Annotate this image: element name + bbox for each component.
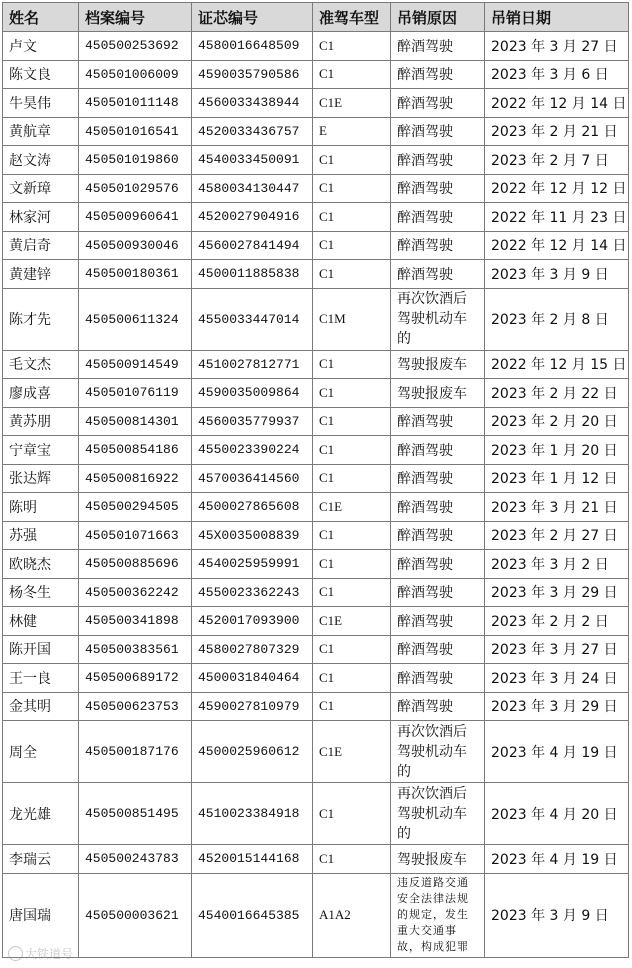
cell-date: 2023 年 2 月 22 日 <box>485 379 629 408</box>
cell-file-number: 450500187176 <box>79 721 192 783</box>
table-row <box>3 174 629 203</box>
cell-reason: 醉酒驾驶 <box>391 174 485 203</box>
cell-chip-number: 4540033450091 <box>192 146 313 175</box>
cell-name: 杨冬生 <box>3 578 79 607</box>
table-row <box>3 873 629 957</box>
cell-file-number: 450501019860 <box>79 146 192 175</box>
table-row <box>3 635 629 664</box>
cell-file-number: 450500623753 <box>79 692 192 721</box>
cell-file-number: 450500341898 <box>79 607 192 636</box>
cell-chip-number: 45X0035008839 <box>192 521 313 550</box>
cell-file-number: 450500180361 <box>79 260 192 289</box>
cell-chip-number: 4570036414560 <box>192 464 313 493</box>
cell-chip-number: 4540016645385 <box>192 873 313 957</box>
cell-name: 龙光雄 <box>3 783 79 845</box>
table-row <box>3 550 629 579</box>
cell-file-number: 450500914549 <box>79 350 192 379</box>
header-revocation-reason: 吊销原因 <box>391 3 485 32</box>
table-row <box>3 607 629 636</box>
cell-reason: 违反道路交通安全法律法规的规定，发生重大交通事故，构成犯罪 <box>391 873 485 957</box>
cell-name: 毛文杰 <box>3 350 79 379</box>
cell-name: 赵文涛 <box>3 146 79 175</box>
table-row <box>3 521 629 550</box>
table-row <box>3 288 629 350</box>
cell-reason: 醉酒驾驶 <box>391 493 485 522</box>
cell-reason: 驾驶报废车 <box>391 379 485 408</box>
cell-chip-number: 4560027841494 <box>192 231 313 260</box>
cell-date: 2022 年 12 月 12 日 <box>485 174 629 203</box>
cell-chip-number: 4540025959991 <box>192 550 313 579</box>
revocation-table <box>2 2 629 958</box>
cell-chip-number: 4500025960612 <box>192 721 313 783</box>
cell-reason: 醉酒驾驶 <box>391 464 485 493</box>
cell-date: 2023 年 2 月 2 日 <box>485 607 629 636</box>
cell-reason: 醉酒驾驶 <box>391 89 485 118</box>
table-row <box>3 783 629 845</box>
cell-reason: 醉酒驾驶 <box>391 550 485 579</box>
table-row <box>3 721 629 783</box>
cell-name: 苏强 <box>3 521 79 550</box>
cell-chip-number: 4500011885838 <box>192 260 313 289</box>
cell-name: 王一良 <box>3 664 79 693</box>
cell-reason: 醉酒驾驶 <box>391 635 485 664</box>
cell-reason: 驾驶报废车 <box>391 845 485 874</box>
cell-name: 陈文良 <box>3 60 79 89</box>
cell-chip-number: 4520027904916 <box>192 203 313 232</box>
cell-chip-number: 4590035009864 <box>192 379 313 408</box>
cell-reason: 再次饮酒后驾驶机动车的 <box>391 721 485 783</box>
cell-file-number: 450500689172 <box>79 664 192 693</box>
table-row <box>3 260 629 289</box>
cell-name: 周全 <box>3 721 79 783</box>
cell-reason: 醉酒驾驶 <box>391 32 485 61</box>
cell-vehicle-class: C1E <box>313 721 391 783</box>
cell-vehicle-class: C1 <box>313 146 391 175</box>
cell-reason: 醉酒驾驶 <box>391 692 485 721</box>
cell-reason: 醉酒驾驶 <box>391 146 485 175</box>
cell-name: 黄启奇 <box>3 231 79 260</box>
cell-vehicle-class: C1 <box>313 174 391 203</box>
cell-name: 唐国瑞 <box>3 873 79 957</box>
cell-vehicle-class: C1 <box>313 550 391 579</box>
cell-reason: 再次饮酒后驾驶机动车的 <box>391 288 485 350</box>
header-file-number: 档案编号 <box>79 3 192 32</box>
cell-date: 2023 年 4 月 19 日 <box>485 721 629 783</box>
cell-date: 2023 年 3 月 29 日 <box>485 578 629 607</box>
cell-name: 黄苏朋 <box>3 407 79 436</box>
header-vehicle-class: 准驾车型 <box>313 3 391 32</box>
cell-file-number: 450500003621 <box>79 873 192 957</box>
table-row <box>3 692 629 721</box>
cell-vehicle-class: C1 <box>313 379 391 408</box>
header-name: 姓名 <box>3 3 79 32</box>
table-row <box>3 350 629 379</box>
cell-vehicle-class: C1 <box>313 260 391 289</box>
cell-vehicle-class: C1M <box>313 288 391 350</box>
table-row <box>3 578 629 607</box>
cell-file-number: 450500362242 <box>79 578 192 607</box>
cell-date: 2023 年 3 月 9 日 <box>485 873 629 957</box>
cell-date: 2023 年 2 月 21 日 <box>485 117 629 146</box>
cell-vehicle-class: C1 <box>313 783 391 845</box>
cell-name: 黄航章 <box>3 117 79 146</box>
cell-name: 金其明 <box>3 692 79 721</box>
cell-name: 林家河 <box>3 203 79 232</box>
cell-name: 牛昊伟 <box>3 89 79 118</box>
table-row <box>3 493 629 522</box>
cell-reason: 驾驶报废车 <box>391 350 485 379</box>
cell-date: 2022 年 12 月 15 日 <box>485 350 629 379</box>
cell-name: 陈才先 <box>3 288 79 350</box>
cell-vehicle-class: C1 <box>313 350 391 379</box>
cell-reason: 醉酒驾驶 <box>391 607 485 636</box>
cell-name: 陈开国 <box>3 635 79 664</box>
cell-vehicle-class: A1A2 <box>313 873 391 957</box>
cell-reason: 醉酒驾驶 <box>391 407 485 436</box>
cell-date: 2022 年 11 月 23 日 <box>485 203 629 232</box>
cell-vehicle-class: C1E <box>313 89 391 118</box>
cell-date: 2023 年 4 月 20 日 <box>485 783 629 845</box>
header-revocation-date: 吊销日期 <box>485 3 629 32</box>
cell-file-number: 450501016541 <box>79 117 192 146</box>
cell-file-number: 450500611324 <box>79 288 192 350</box>
table-row <box>3 146 629 175</box>
cell-date: 2023 年 2 月 8 日 <box>485 288 629 350</box>
cell-name: 李瑞云 <box>3 845 79 874</box>
cell-name: 廖成喜 <box>3 379 79 408</box>
table-row <box>3 32 629 61</box>
cell-vehicle-class: C1 <box>313 231 391 260</box>
table-row <box>3 464 629 493</box>
cell-date: 2023 年 4 月 19 日 <box>485 845 629 874</box>
cell-reason: 再次饮酒后驾驶机动车的 <box>391 783 485 845</box>
cell-name: 欧晓杰 <box>3 550 79 579</box>
cell-file-number: 450501071663 <box>79 521 192 550</box>
cell-file-number: 450500383561 <box>79 635 192 664</box>
cell-vehicle-class: C1 <box>313 635 391 664</box>
cell-chip-number: 4510023384918 <box>192 783 313 845</box>
cell-name: 林健 <box>3 607 79 636</box>
cell-name: 张达辉 <box>3 464 79 493</box>
cell-file-number: 450500816922 <box>79 464 192 493</box>
cell-reason: 醉酒驾驶 <box>391 231 485 260</box>
cell-file-number: 450501076119 <box>79 379 192 408</box>
cell-vehicle-class: C1 <box>313 60 391 89</box>
header-row <box>3 3 629 32</box>
cell-date: 2023 年 3 月 2 日 <box>485 550 629 579</box>
cell-vehicle-class: C1 <box>313 464 391 493</box>
cell-name: 宁章宝 <box>3 436 79 465</box>
cell-chip-number: 4560035779937 <box>192 407 313 436</box>
cell-chip-number: 4580027807329 <box>192 635 313 664</box>
cell-file-number: 450500243783 <box>79 845 192 874</box>
cell-chip-number: 4580016648509 <box>192 32 313 61</box>
cell-date: 2023 年 3 月 9 日 <box>485 260 629 289</box>
cell-date: 2022 年 12 月 14 日 <box>485 89 629 118</box>
cell-date: 2023 年 3 月 27 日 <box>485 635 629 664</box>
cell-chip-number: 4590027810979 <box>192 692 313 721</box>
cell-vehicle-class: C1 <box>313 664 391 693</box>
cell-reason: 醉酒驾驶 <box>391 117 485 146</box>
cell-date: 2023 年 2 月 7 日 <box>485 146 629 175</box>
cell-chip-number: 4590035790586 <box>192 60 313 89</box>
cell-date: 2022 年 12 月 14 日 <box>485 231 629 260</box>
cell-date: 2023 年 3 月 29 日 <box>485 692 629 721</box>
table-row <box>3 117 629 146</box>
watermark-text: 大铁道号 <box>25 947 74 961</box>
cell-file-number: 450501006009 <box>79 60 192 89</box>
cell-chip-number: 4520017093900 <box>192 607 313 636</box>
cell-date: 2023 年 3 月 24 日 <box>485 664 629 693</box>
cell-reason: 醉酒驾驶 <box>391 260 485 289</box>
cell-vehicle-class: E <box>313 117 391 146</box>
cell-chip-number: 4520015144168 <box>192 845 313 874</box>
cell-vehicle-class: C1E <box>313 607 391 636</box>
cell-date: 2023 年 2 月 20 日 <box>485 407 629 436</box>
cell-name: 黄建锌 <box>3 260 79 289</box>
cell-reason: 醉酒驾驶 <box>391 436 485 465</box>
table-row <box>3 231 629 260</box>
cell-vehicle-class: C1 <box>313 521 391 550</box>
cell-chip-number: 4560033438944 <box>192 89 313 118</box>
header-chip-number: 证芯编号 <box>192 3 313 32</box>
cell-date: 2023 年 3 月 27 日 <box>485 32 629 61</box>
cell-file-number: 450500294505 <box>79 493 192 522</box>
cell-reason: 醉酒驾驶 <box>391 60 485 89</box>
cell-chip-number: 4520033436757 <box>192 117 313 146</box>
cell-name: 陈明 <box>3 493 79 522</box>
cell-name: 卢文 <box>3 32 79 61</box>
table-row <box>3 436 629 465</box>
cell-file-number: 450501011148 <box>79 89 192 118</box>
cell-chip-number: 4510027812771 <box>192 350 313 379</box>
cell-file-number: 450500885696 <box>79 550 192 579</box>
cell-date: 2023 年 1 月 20 日 <box>485 436 629 465</box>
cell-date: 2023 年 3 月 6 日 <box>485 60 629 89</box>
cell-file-number: 450500814301 <box>79 407 192 436</box>
cell-chip-number: 4500027865608 <box>192 493 313 522</box>
cell-file-number: 450501029576 <box>79 174 192 203</box>
cell-chip-number: 4580034130447 <box>192 174 313 203</box>
table-row <box>3 60 629 89</box>
cell-reason: 醉酒驾驶 <box>391 664 485 693</box>
cell-file-number: 450500930046 <box>79 231 192 260</box>
cell-vehicle-class: C1 <box>313 692 391 721</box>
cell-date: 2023 年 3 月 21 日 <box>485 493 629 522</box>
cell-file-number: 450500854186 <box>79 436 192 465</box>
cell-date: 2023 年 2 月 27 日 <box>485 521 629 550</box>
cell-file-number: 450500851495 <box>79 783 192 845</box>
cell-chip-number: 4550023390224 <box>192 436 313 465</box>
cell-reason: 醉酒驾驶 <box>391 578 485 607</box>
cell-chip-number: 4500031840464 <box>192 664 313 693</box>
cell-reason: 醉酒驾驶 <box>391 521 485 550</box>
cell-vehicle-class: C1 <box>313 845 391 874</box>
cell-vehicle-class: C1 <box>313 407 391 436</box>
table-body <box>3 32 629 958</box>
table-row <box>3 379 629 408</box>
table-row <box>3 664 629 693</box>
cell-reason: 醉酒驾驶 <box>391 203 485 232</box>
cell-vehicle-class: C1 <box>313 32 391 61</box>
cell-vehicle-class: C1E <box>313 493 391 522</box>
cell-vehicle-class: C1 <box>313 578 391 607</box>
table-row <box>3 407 629 436</box>
table-row <box>3 203 629 232</box>
cell-chip-number: 4550033447014 <box>192 288 313 350</box>
cell-file-number: 450500960641 <box>79 203 192 232</box>
cell-date: 2023 年 1 月 12 日 <box>485 464 629 493</box>
cell-name: 文新璋 <box>3 174 79 203</box>
table-row <box>3 845 629 874</box>
cell-vehicle-class: C1 <box>313 436 391 465</box>
cell-file-number: 450500253692 <box>79 32 192 61</box>
table-row <box>3 89 629 118</box>
cell-vehicle-class: C1 <box>313 203 391 232</box>
cell-chip-number: 4550023362243 <box>192 578 313 607</box>
